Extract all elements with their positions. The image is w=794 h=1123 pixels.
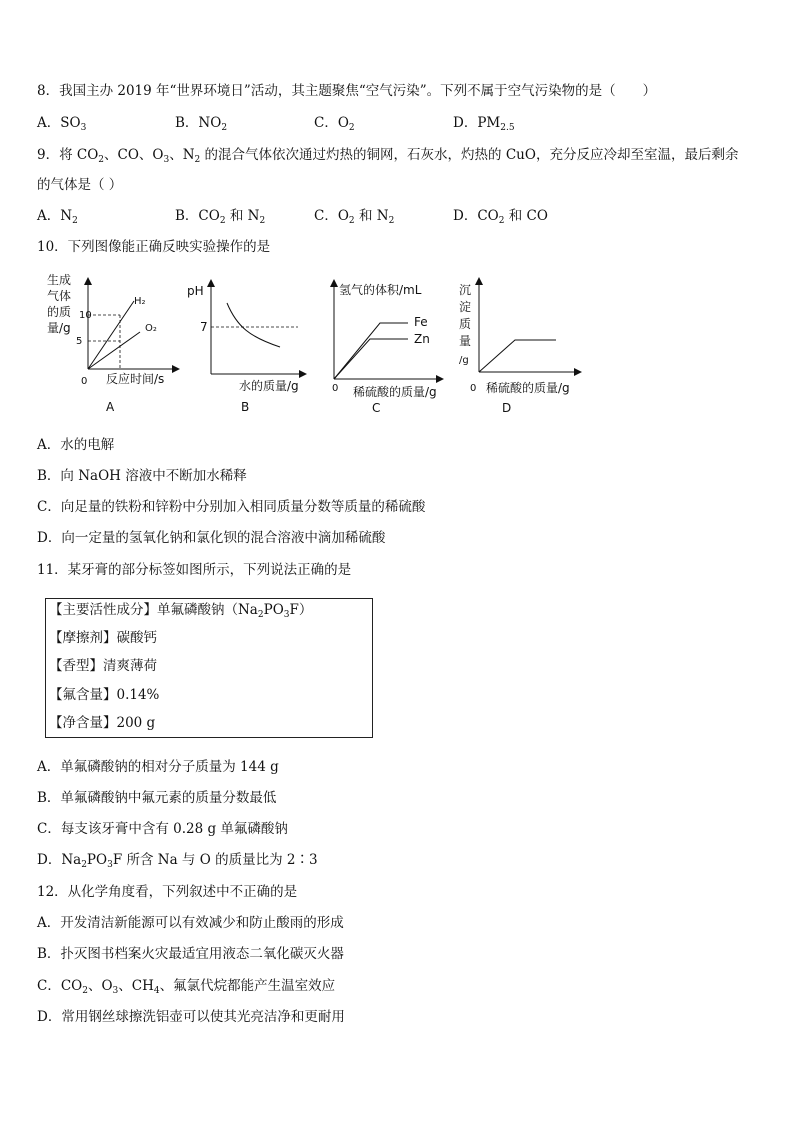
q9-option-d: D．$CO_2$ 和 CO: [453, 208, 548, 226]
q11-option-a: A．单氟磷酸钠的相对分子质量为 144 g: [37, 759, 279, 775]
graph-a-origin: 0: [81, 376, 88, 387]
graph-c: [332, 282, 440, 415]
graph-a-o2-label: O₂: [145, 323, 157, 334]
q10-option-b: B．向 NaOH 溶液中不断加水稀释: [37, 468, 247, 484]
q9-option-c: C．$O_2$ 和 $N_2$: [314, 208, 395, 226]
graph-c-zn-label: Zn: [414, 332, 430, 346]
q11-stem: 11．某牙膏的部分标签如图所示，下列说法正确的是: [37, 562, 352, 578]
graph-d-precipitate-line: [479, 340, 556, 372]
q12-stem: 12．从化学角度看，下列叙述中不正确的是: [37, 884, 298, 900]
q8-option-c: C．$O_2$: [314, 115, 355, 133]
q10-option-a: A．水的电解: [37, 437, 115, 453]
graph-c-xlabel: 稀硫酸的质量/g: [353, 385, 437, 399]
graph-a-h2-label: H₂: [134, 296, 146, 307]
graph-c-caption: C: [372, 401, 381, 415]
graph-c-fe-line: [334, 323, 408, 379]
q12-option-b: B．扑灭图书档案火灾最适宜用液态二氧化碳灭火器: [37, 946, 344, 962]
graph-d-ylabel-4: 量: [459, 334, 472, 348]
q12-option-c: C．$CO_2$、$O_3$、$CH_4$、氟氯代烷都能产生温室效应: [37, 978, 336, 996]
graph-a: [47, 272, 176, 414]
q8-stem: 8．我国主办 2019 年“世界环境日”活动，其主题聚焦“空气污染”。下列不属于空气污染物的是（ ）: [37, 83, 657, 99]
graph-a-o2-line: [88, 332, 140, 369]
graph-a-caption: A: [106, 400, 115, 414]
graph-c-ylabel: 氢气的体积/mL: [339, 283, 422, 297]
graph-a-xlabel: 反应时间/s: [106, 372, 165, 386]
graph-a-h2-line: [88, 301, 134, 369]
q10-option-c: C．向足量的铁粉和锌粉中分别加入相同质量分数等质量的稀硫酸: [37, 499, 426, 515]
label-row-fluoride: 【氟含量】0.14%: [49, 687, 160, 703]
q9-option-a: A．$N_2$: [37, 208, 78, 226]
graph-b-ph-curve: [227, 303, 280, 347]
graph-b: [187, 283, 303, 414]
label-row-flavor: 【香型】清爽薄荷: [49, 658, 157, 674]
graph-b-caption: B: [241, 400, 250, 414]
graph-c-fe-label: Fe: [414, 315, 428, 329]
q8-option-a: A．$SO_3$: [37, 115, 87, 133]
graph-d-ylabel-1: 沉: [459, 283, 472, 297]
graph-a-ylabel-2: 气体: [47, 289, 72, 303]
q9-option-b: B．$CO_2$ 和 $N_2$: [175, 208, 266, 226]
label-row-abrasive: 【摩擦剂】碳酸钙: [49, 630, 157, 646]
q10-option-d: D．向一定量的氢氧化钠和氯化钡的混合溶液中滴加稀硫酸: [37, 530, 386, 546]
q12-option-d: D．常用钢丝球擦洗铝壶可以使其光亮洁净和更耐用: [37, 1009, 345, 1025]
graph-d: [459, 281, 578, 415]
graph-b-ylabel: pH: [187, 284, 204, 298]
label-row-net-weight: 【净含量】200 g: [49, 715, 156, 731]
q8-option-d: D．$PM_{2.5}$: [453, 115, 515, 133]
q9-stem: 9．将 $CO_2$、CO、$O_3$、$N_2$ 的混合气体依次通过灼热的铜网，石灰水，灼热的 CuO，充分反应冷却至室温，最后剩余: [37, 147, 739, 165]
graph-a-tick-5: 5: [76, 336, 83, 347]
graph-d-ylabel-3: 质: [459, 317, 472, 331]
q10-graphs: [0, 265, 794, 425]
graph-b-xlabel: 水的质量/g: [239, 379, 299, 393]
graph-c-origin: 0: [332, 383, 339, 394]
graph-b-tick-7: 7: [200, 320, 208, 334]
q8-option-b: B．$NO_2$: [175, 115, 228, 133]
graph-a-ylabel-3: 的质: [47, 305, 72, 319]
graph-c-zn-line: [334, 339, 408, 379]
graph-a-ylabel-4: 量/g: [47, 321, 71, 335]
toothpaste-label: [45, 598, 373, 738]
q9-stem-line2: 的气体是（ ）: [37, 177, 123, 193]
graph-d-xlabel: 稀硫酸的质量/g: [486, 381, 570, 395]
label-row-active-ingredient: 【主要活性成分】单氟磷酸钠$(Na_2PO_3F)$: [49, 602, 313, 620]
graph-d-ylabel-2: 淀: [459, 300, 472, 314]
graph-d-origin: 0: [470, 383, 477, 394]
graph-a-ylabel-1: 生成: [47, 273, 72, 287]
graph-d-ylabel-5: /g: [459, 355, 469, 366]
q12-option-a: A．开发清洁新能源可以有效减少和防止酸雨的形成: [37, 915, 344, 931]
q11-option-c: C．每支该牙膏中含有 0.28 g 单氟磷酸钠: [37, 821, 288, 837]
q11-option-d: D．$Na_2PO_3F$ 所含 Na 与 O 的质量比为 2∶3: [37, 852, 318, 870]
graph-d-caption: D: [502, 401, 512, 415]
graph-a-tick-10: 10: [79, 310, 92, 321]
q10-stem: 10．下列图像能正确反映实验操作的是: [37, 239, 271, 255]
q11-option-b: B．单氟磷酸钠中氟元素的质量分数最低: [37, 790, 277, 806]
